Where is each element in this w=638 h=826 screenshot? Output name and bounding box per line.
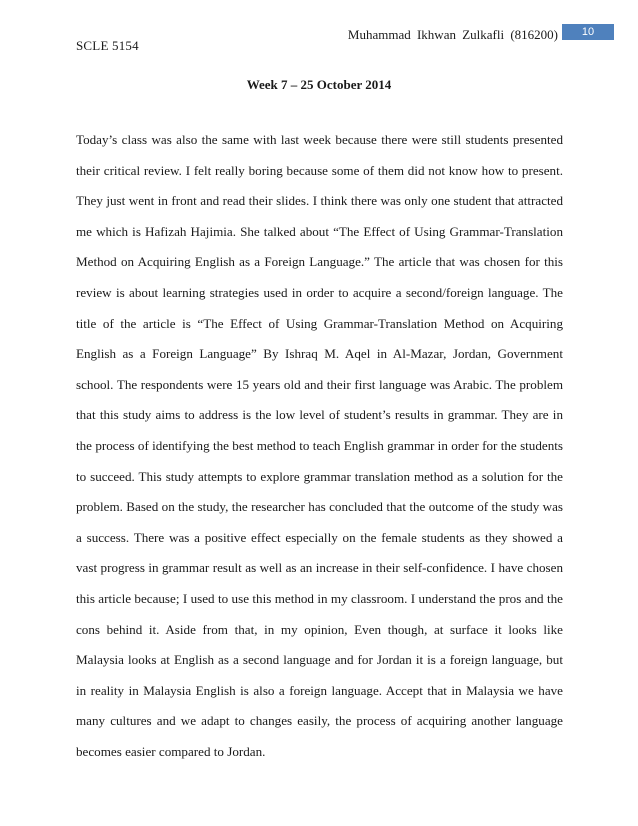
author-name: Muhammad Ikhwan Zulkafli (816200) — [347, 27, 558, 42]
page-number: 10 — [562, 24, 614, 40]
course-code: SCLE 5154 — [76, 38, 139, 53]
page-title: Week 7 – 25 October 2014 — [246, 77, 392, 92]
body-paragraph: Today’s class was also the same with last week because there were still students presented their critical review. I felt really boring because some of them did not know how to present. They just went in front and read their slides. I think there was only one student that attracted me which is Hafizah Hajimia. She talked about “The Effect of Using Grammar-Translation Method on Acquiring English as a Foreign Language.” The article that was chosen for this review is about learning strategies used in order to acquire a second/foreign language. The title of the article is “The Effect of Using Grammar-Translation Method on Acquiring English as a Foreign Language” By Ishraq M. Aqel in Al-Mazar, Jordan, Government school. The respondents were 15 years old and their first language was Arabic. The problem that this study aims to address is the low level of student’s results in grammar. They are in the process of identifying the best method to teach English grammar in order for the students to succeed. This study attempts to explore grammar translation method as a solution for the problem. Based on the study, the researcher has concluded that the outcome of the study was a success. There was a positive effect especially on the female students as they showed a vast progress in grammar result as well as an increase in their self-confidence. I have chosen this article because; I used to use this method in my classroom. I understand the pros and the cons behind it. Aside from that, in my opinion, Even though, at surface it looks like Malaysia looks at English as a second language and for Jordan it is a foreign language, but in reality in Malaysia English is also a foreign language. Accept that in Malaysia we have many cultures and we adapt to changes easily, the process of acquiring another language becomes easier compared to Jordan. — [76, 132, 563, 759]
